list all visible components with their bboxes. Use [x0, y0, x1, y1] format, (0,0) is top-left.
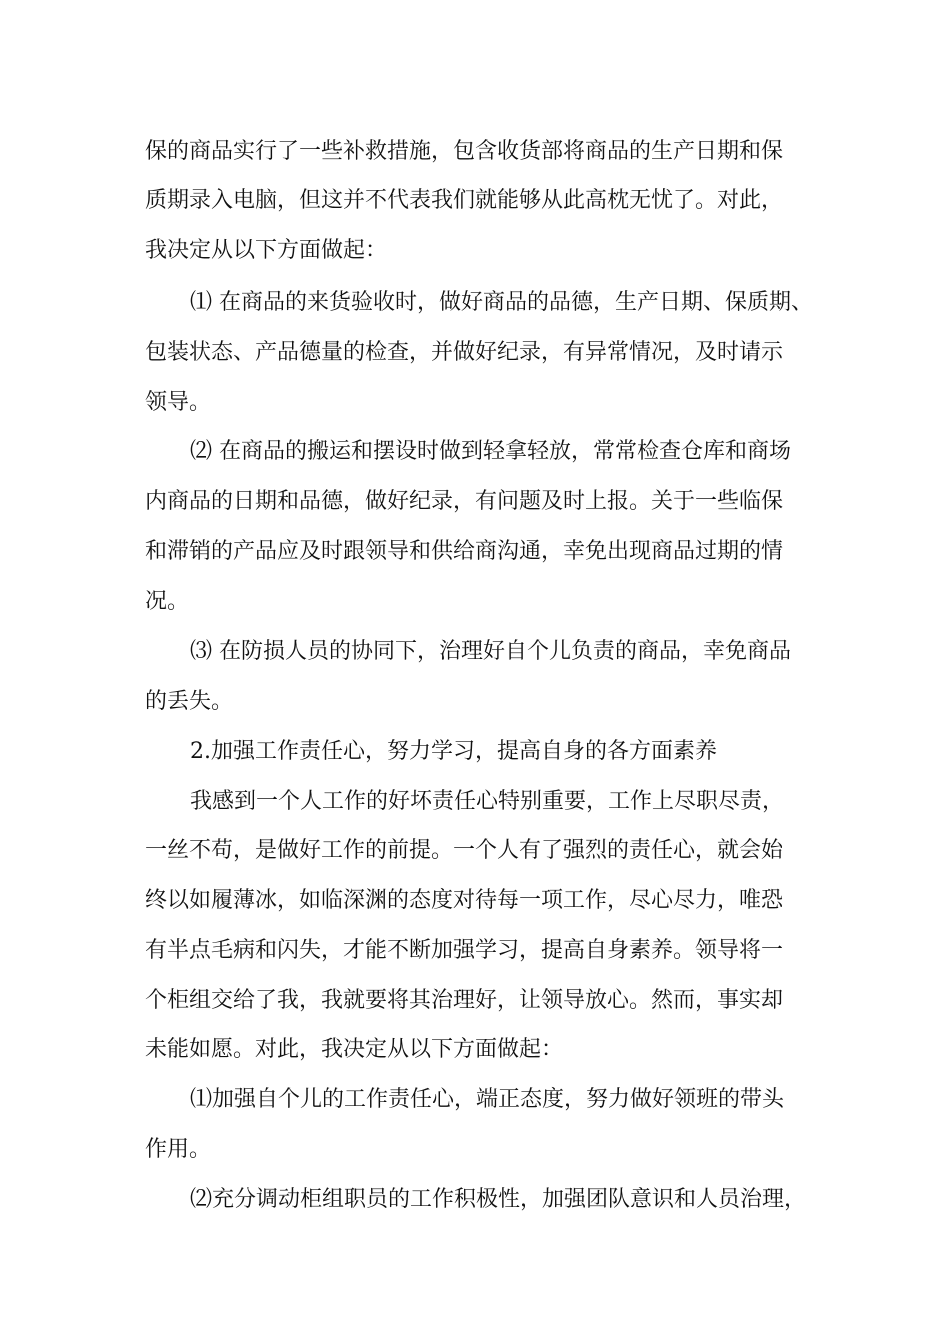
- section-heading: 2.加强工作责任心，努力学习，提高自身的各方面素养: [190, 739, 717, 764]
- paragraph-line: 和滞销的产品应及时跟领导和供给商沟通，幸免出现商品过期的情: [145, 539, 784, 564]
- list-item-line: ⑶ 在防损人员的协同下，治理好自个儿负责的商品，幸免商品: [190, 639, 791, 664]
- paragraph-line: 的丢失。: [145, 689, 234, 714]
- paragraph-line: 我感到一个人工作的好坏责任心特别重要，工作上尽职尽责，: [190, 789, 785, 814]
- paragraph-line: 未能如愿。对此，我决定从以下方面做起：: [145, 1037, 564, 1062]
- paragraph-line: 有半点毛病和闪失，才能不断加强学习，提高自身素养。领导将一: [145, 938, 784, 963]
- list-item-line: ⑵充分调动柜组职员的工作积极性，加强团队意识和人员治理，: [190, 1187, 807, 1212]
- paragraph-line: 终以如履薄冰，如临深渊的态度对待每一项工作，尽心尽力，唯恐: [145, 888, 784, 913]
- paragraph-line: 内商品的日期和品德，做好纪录，有问题及时上报。关于一些临保: [145, 489, 784, 514]
- paragraph-line: 质期录入电脑，但这并不代表我们就能够从此高枕无忧了。对此，: [145, 188, 784, 213]
- paragraph-line: 况。: [145, 589, 190, 614]
- list-item-line: ⑴ 在商品的来货验收时，做好商品的品德，生产日期、保质期、: [190, 290, 813, 315]
- paragraph-line: 包装状态、产品德量的检查，并做好纪录，有异常情况，及时请示: [145, 340, 784, 365]
- paragraph-line: 领导。: [145, 390, 212, 415]
- paragraph-line: 保的商品实行了一些补救措施，包含收货部将商品的生产日期和保: [145, 139, 784, 164]
- paragraph-line: 作用。: [145, 1137, 212, 1162]
- list-item-line: ⑵ 在商品的搬运和摆设时做到轻拿轻放，常常检查仓库和商场: [190, 439, 791, 464]
- paragraph-line: 我决定从以下方面做起：: [145, 238, 388, 263]
- paragraph-line: 一丝不苟，是做好工作的前提。一个人有了强烈的责任心，就会始: [145, 838, 784, 863]
- list-item-line: ⑴加强自个儿的工作责任心，端正态度，努力做好领班的带头: [190, 1087, 785, 1112]
- paragraph-line: 个柜组交给了我，我就要将其治理好，让领导放心。然而，事实却: [145, 988, 784, 1013]
